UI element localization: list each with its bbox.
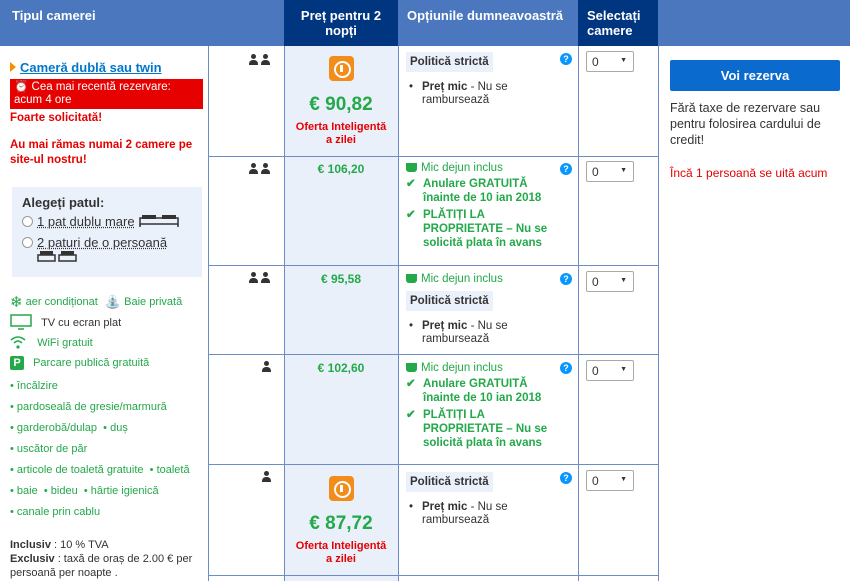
alarm-clock-icon: ⏰ [14, 81, 29, 93]
row-divider [208, 464, 658, 465]
option-row-3 [406, 362, 558, 450]
coffee-cup-icon [406, 163, 417, 172]
price: € 87,72 [309, 513, 373, 534]
header-select: Selectați camere [578, 0, 658, 46]
radio-button[interactable] [22, 216, 33, 227]
pay-at-property-label: ✔ PLĂTIȚI LA PROPRIETATE – Nu se solicită plata în avans [406, 409, 548, 449]
checkmark-icon: ✔ [406, 178, 416, 190]
smart-deal-icon [329, 476, 354, 501]
facility-parking: P Parcare publică gratuită [10, 356, 149, 370]
price-note: • Preț mic - Nu se rambursează [406, 81, 558, 107]
facility-ac-bath: ❄ aer condiționat ⛲ Baie privată [10, 294, 183, 311]
divider [658, 46, 659, 581]
checkmark-icon: ✔ [406, 378, 416, 390]
free-cancel-label: ✔ Anulare GRATUITĂ înainte de 10 ian 2018 [406, 378, 542, 404]
room-name-link[interactable]: Cameră dublă sau twin [10, 60, 162, 75]
smart-deal-label: Oferta Inteligentă a zilei [295, 121, 387, 146]
room-quantity-select[interactable]: 0 ▼ [586, 360, 634, 381]
option-row-4 [406, 472, 558, 527]
wifi-icon [10, 335, 26, 352]
scarcity-text: Au mai rămas numai 2 camere pe site-ul nostru! [10, 139, 193, 166]
recent-booking-badge: ⏰ Cea mai recentă rezervare: acum 4 ore [10, 79, 203, 109]
row-divider [208, 575, 658, 576]
bed-title: Alegeți patul: [22, 195, 105, 210]
row-divider [208, 156, 658, 157]
coffee-cup-icon [406, 363, 417, 372]
price: € 95,58 [320, 272, 362, 286]
snowflake-icon: ❄ [10, 294, 23, 311]
tax-info: Inclusiv : 10 % TVA Exclusiv : taxă de oraș de 2.00 € per persoană per noapte . [10, 539, 193, 579]
header-room-type: Tipul camerei [0, 0, 208, 46]
no-fees-note: Fără taxe de rezervare sau pentru folosirea cardului de credit! [670, 101, 821, 147]
header-price[interactable]: Preț pentru 2 nopți [284, 0, 398, 46]
coffee-cup-icon [406, 274, 417, 283]
parking-icon: P [10, 356, 24, 370]
bed-option-double[interactable]: 1 pat dublu mare [22, 214, 192, 231]
shower-icon: ⛲ [104, 294, 122, 309]
breakfast-label: Mic dejun inclus [406, 273, 558, 285]
facility-item: • garderobă/dulap • duș [10, 422, 128, 434]
facility-tv: TV cu ecran plat [10, 314, 121, 333]
facility-item: • canale prin cablu [10, 506, 100, 518]
demand-text: Foarte solicitată! [10, 112, 103, 124]
double-bed-icon [139, 214, 179, 231]
breakfast-label: Mic dejun inclus [406, 362, 558, 374]
help-icon[interactable]: ? [560, 362, 572, 374]
row-divider [208, 265, 658, 266]
price-note: • Preț mic - Nu se rambursează [406, 320, 558, 346]
divider [578, 46, 579, 581]
twin-beds-icon [22, 250, 192, 269]
divider [208, 46, 209, 581]
price: € 102,60 [317, 361, 365, 375]
help-icon[interactable]: ? [560, 472, 572, 484]
free-cancel-label: ✔ Anulare GRATUITĂ înainte de 10 ian 2018 [406, 178, 542, 204]
occupancy-2-icon [248, 54, 271, 65]
header-reserve [658, 0, 850, 46]
room-quantity-select[interactable]: 0 ▼ [586, 51, 634, 72]
help-icon[interactable]: ? [560, 163, 572, 175]
help-icon[interactable]: ? [560, 273, 572, 285]
room-quantity-select[interactable]: 0 ▼ [586, 470, 634, 491]
occupancy-2-icon [248, 272, 271, 283]
reserve-button[interactable]: Voi rezerva [670, 60, 840, 91]
checkmark-icon: ✔ [406, 209, 416, 221]
smart-deal-icon [329, 56, 354, 81]
occupancy-2-icon [248, 163, 271, 174]
pay-at-property-label: ✔ PLĂTIȚI LA PROPRIETATE – Nu se solicită plata în avans [406, 209, 548, 249]
facility-wifi: WiFi gratuit [10, 335, 93, 352]
room-quantity-select[interactable]: 0 ▼ [586, 271, 634, 292]
facility-item: • pardoseală de gresie/marmură [10, 401, 167, 413]
policy-label: Politică strictă [406, 472, 493, 492]
breakfast-label: Mic dejun inclus [406, 162, 558, 174]
policy-label: Politică strictă [406, 52, 493, 72]
facility-item: • uscător de păr [10, 443, 87, 455]
checkmark-icon: ✔ [406, 409, 416, 421]
smart-deal-label: Oferta Inteligentă a zilei [295, 540, 387, 565]
viewers-note: Încă 1 persoană se uită acum [670, 166, 828, 180]
help-icon[interactable]: ? [560, 53, 572, 65]
radio-button[interactable] [22, 237, 33, 248]
price-note: • Preț mic - Nu se rambursează [406, 501, 558, 527]
facility-item: • articole de toaletă gratuite • toaletă [10, 464, 190, 476]
bed-selector [12, 187, 202, 277]
row-divider [208, 354, 658, 355]
bed-option-twin[interactable]: 2 paturi de o persoană [22, 235, 192, 269]
option-row-1 [406, 162, 558, 250]
price: € 90,82 [309, 94, 373, 115]
policy-label: Politică strictă [406, 291, 493, 311]
option-row-0 [406, 52, 558, 107]
divider [398, 46, 399, 581]
header-options: Opțiunile dumneavoastră [398, 0, 578, 46]
room-quantity-select[interactable]: 0 ▼ [586, 161, 634, 182]
occupancy-1-icon [261, 361, 272, 372]
price: € 106,20 [317, 162, 365, 176]
occupancy-1-icon [261, 471, 272, 482]
option-row-2 [406, 273, 558, 346]
facility-item: • baie • bideu • hârtie igienică [10, 485, 159, 497]
facility-item: • încălzire [10, 380, 58, 392]
header-guests [208, 0, 284, 46]
tv-icon [10, 314, 32, 333]
